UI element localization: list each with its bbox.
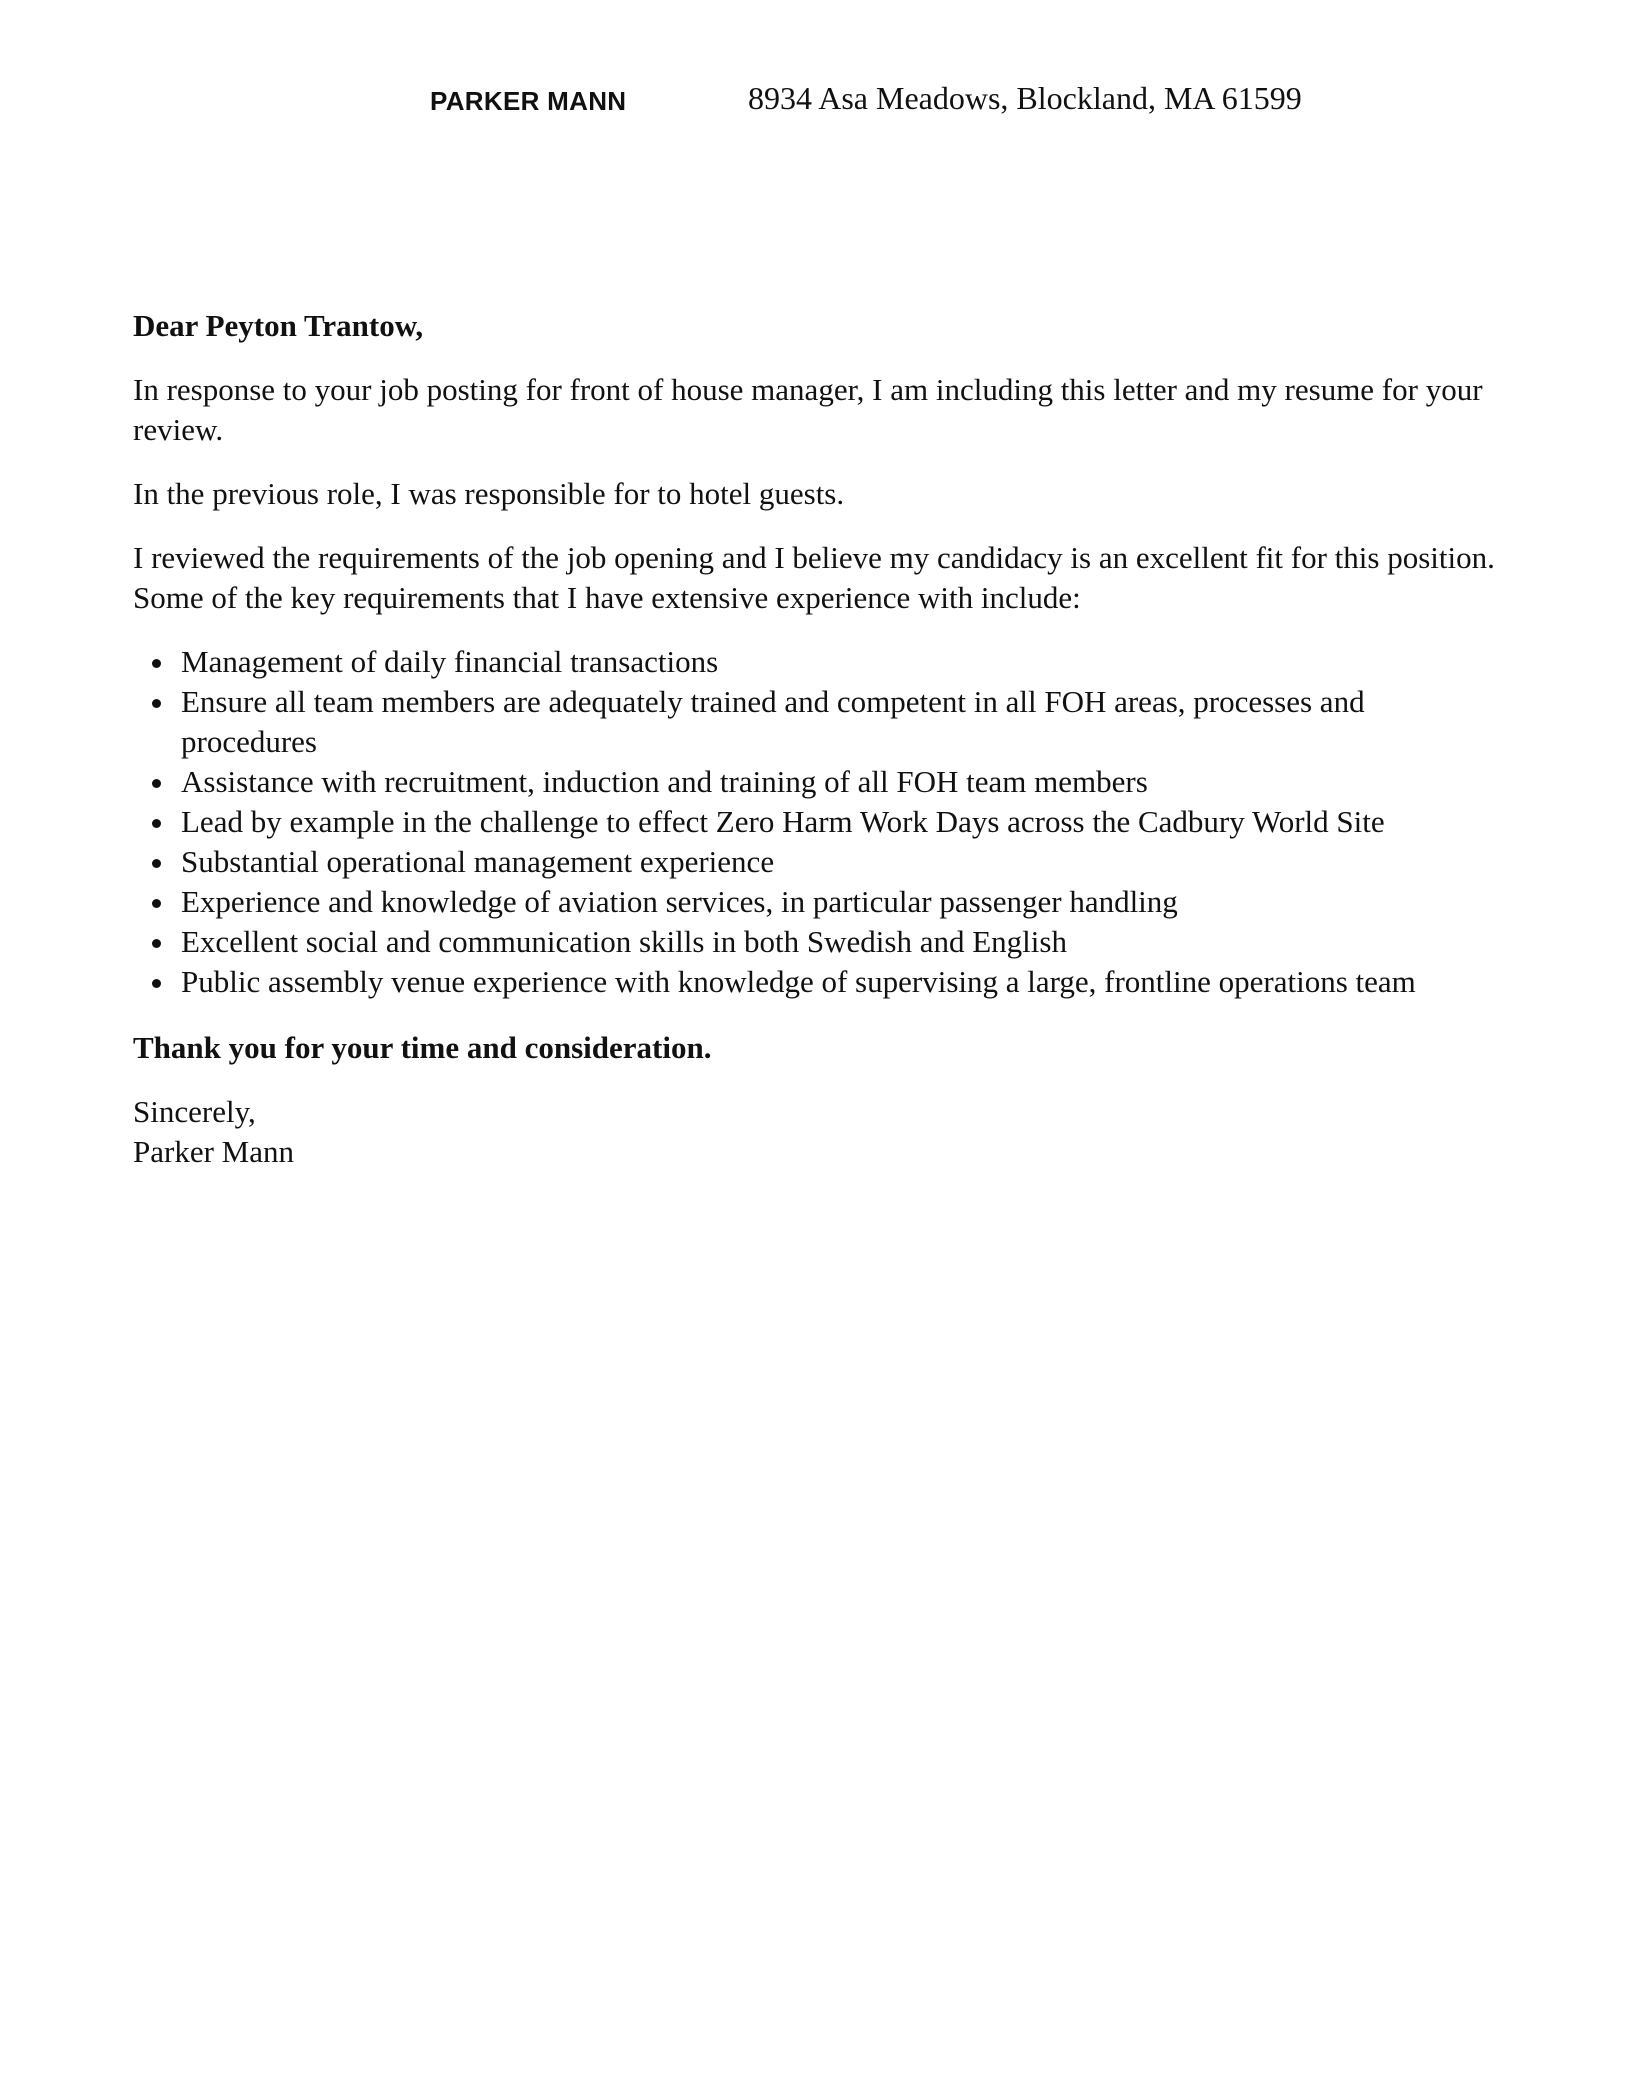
sender-address: 8934 Asa Meadows, Blockland, MA 61599: [748, 80, 1302, 116]
bullet-icon: [152, 819, 161, 828]
bullet-icon: [152, 939, 161, 948]
closing-line: Thank you for your time and consideration.: [133, 1030, 712, 1065]
paragraph-intro: In response to your job posting for front of house manager, I am including this letter and my resume for your review.: [133, 372, 1483, 447]
list-item-text: Ensure all team members are adequately trained and competent in all FOH areas, processes and procedures: [181, 684, 1365, 759]
letter-header: [0, 80, 1632, 124]
signoff: Sincerely,: [133, 1094, 256, 1129]
bullet-icon: [152, 659, 161, 668]
list-item-text: Excellent social and communication skills in both Swedish and English: [181, 924, 1067, 959]
bullet-icon: [152, 899, 161, 908]
list-item-text: Experience and knowledge of aviation services, in particular passenger handling: [181, 884, 1178, 919]
paragraph-requirements-intro: I reviewed the requirements of the job opening and I believe my candidacy is an excellent fit for this position. Some of the key requirements that I have extensive experience with include:: [133, 540, 1495, 615]
list-item-text: Public assembly venue experience with knowledge of supervising a large, frontline operations team: [181, 964, 1416, 999]
bullet-icon: [152, 979, 161, 988]
requirements-list: [133, 642, 1503, 1002]
sender-name: PARKER MANN: [430, 86, 627, 116]
bullet-icon: [152, 779, 161, 788]
salutation: Dear Peyton Trantow,: [133, 308, 424, 343]
list-item: [133, 922, 1503, 962]
list-item: [133, 882, 1503, 922]
list-item: [133, 642, 1503, 682]
list-item: [133, 962, 1503, 1002]
signoff-block: [133, 1092, 1503, 1172]
signature-name: Parker Mann: [133, 1134, 294, 1169]
list-item-text: Assistance with recruitment, induction and training of all FOH team members: [181, 764, 1148, 799]
bullet-icon: [152, 699, 161, 708]
paragraph-previous-role: In the previous role, I was responsible for to hotel guests.: [133, 476, 845, 511]
list-item-text: Lead by example in the challenge to effect Zero Harm Work Days across the Cadbury World Site: [181, 804, 1385, 839]
list-item: [133, 762, 1503, 802]
list-item-text: Management of daily financial transactions: [181, 644, 719, 679]
bullet-icon: [152, 859, 161, 868]
list-item-text: Substantial operational management experience: [181, 844, 775, 879]
list-item: [133, 682, 1503, 762]
list-item: [133, 802, 1503, 842]
list-item: [133, 842, 1503, 882]
letter-body: [133, 306, 1503, 1172]
